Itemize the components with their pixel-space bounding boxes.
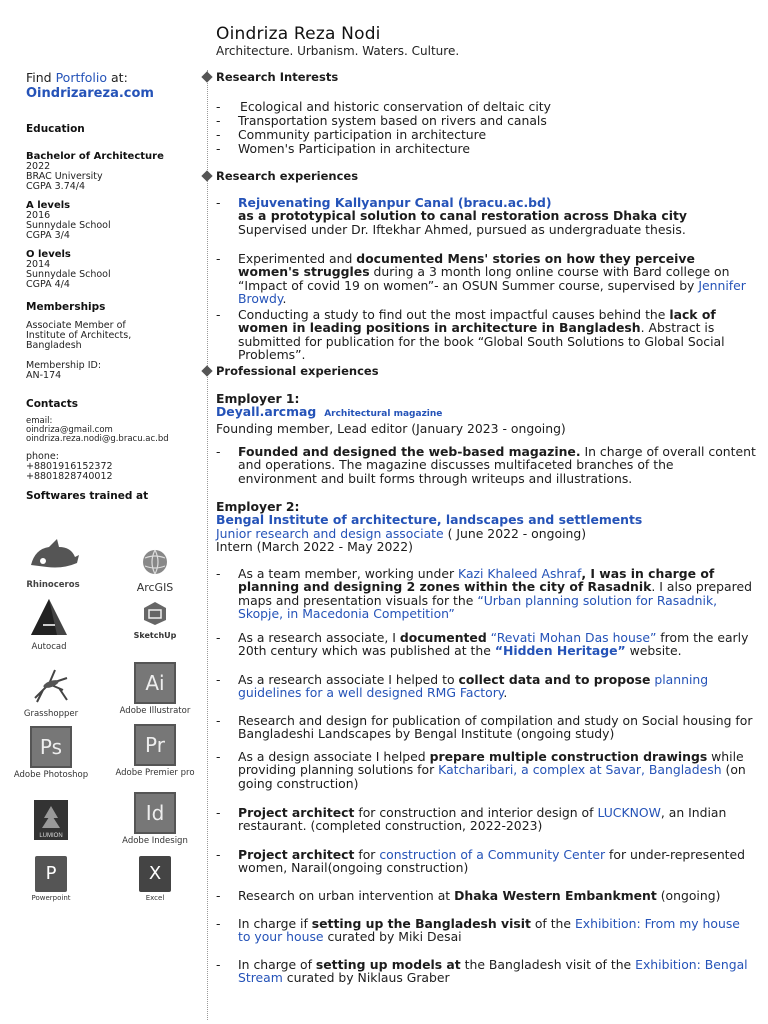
excel-icon: X — [139, 856, 171, 892]
employer-2-link[interactable]: Bengal Institute of architecture, landscapes and settlements — [216, 512, 643, 528]
sidebar — [26, 70, 206, 501]
lumion-icon — [34, 800, 68, 840]
role-link[interactable]: Junior research and design associate — [216, 525, 444, 541]
software-rhinoceros: Rhinoceros — [8, 535, 98, 590]
person-link[interactable]: Kazi Khaleed Ashraf — [458, 566, 582, 581]
software-illustrator: Ai Adobe Illustrator — [110, 662, 200, 716]
employer-2: Employer 2: Bengal Institute of architecture, landscapes and settlements Junior research and design associate ( June 2022 - ongoing) Intern (March 2022 - May 2022) — [216, 499, 643, 555]
research-entry: - Conducting a study to find out the most impactful causes behind the lack of women in leading positions in architecture in Bangladesh. Abstract is submitted for publication for the book “Global South Solutions to Global Social Problems”. — [216, 307, 725, 363]
list-item: - Women's Participation in architecture — [216, 141, 470, 156]
degree-bachelor: Bachelor of Architecture 2022 BRAC University CGPA 3.74/4 — [26, 151, 164, 192]
software-lumion — [6, 800, 96, 845]
software-autocad: Autocad — [4, 597, 94, 652]
portfolio-link[interactable]: Portfolio — [55, 70, 108, 85]
project-link[interactable]: planning guidelines for a well designed RMG Factory — [238, 672, 709, 701]
research-entry: - Experimented and documented Mens' stories on how they perceive women's struggles during a 3 month long online course with Bard college on “Impact of covid 19 on women”- an OSUN Summer course, supervised by Jennifer Browdy. — [216, 251, 746, 307]
degree-o-levels: O levels 2014 Sunnydale School CGPA 4/4 — [26, 249, 111, 290]
memberships-heading: Memberships — [26, 301, 106, 313]
software-photoshop: Ps Adobe Photoshop — [6, 726, 96, 780]
project-link[interactable]: “Revati Mohan Das house” — [486, 630, 657, 645]
autocad-icon — [29, 597, 69, 637]
list-item: - As a research associate, I documented “Revati Mohan Das house” from the early 20th century which was published at the “Hidden Heritage” website. — [216, 630, 749, 659]
exhibition-link[interactable]: Exhibition: From my house to your house — [238, 916, 740, 945]
resume-name: Oindriza Reza Nodi — [216, 24, 381, 44]
project-link[interactable]: Katcharibari, a complex at Savar, Bangladesh — [438, 762, 722, 778]
powerpoint-icon: P — [35, 856, 67, 892]
photoshop-icon: Ps — [30, 726, 72, 768]
project-link[interactable]: construction of a Community Center — [379, 847, 606, 862]
grasshopper-icon — [29, 664, 73, 704]
exhibition-link[interactable]: Exhibition: Bengal Stream — [238, 957, 748, 986]
list-item: - Transportation system based on rivers and canals — [216, 113, 547, 128]
software-sketchup: SketchUp — [110, 600, 200, 640]
portfolio-line: Find Portfolio at: — [26, 70, 128, 85]
employer-1: Employer 1: Deyall.arcmag Architectural magazine Founding member, Lead editor (January 2023 - ongoing) — [216, 391, 566, 436]
column-divider — [207, 70, 208, 1020]
list-item: - Research on urban intervention at Dhaka Western Embankment (ongoing) — [216, 888, 721, 903]
indesign-icon: Id — [134, 792, 176, 834]
list-item: - Project architect for construction of a Community Center for under-represented women, Narail(ongoing construction) — [216, 847, 746, 876]
list-item: - Founded and designed the web-based magazine. In charge of overall content and operations. The magazine discusses multifaceted branches of the environment and built forms through writeups and illustrations. — [216, 444, 756, 486]
software-premiere: Pr Adobe Premier pro — [110, 724, 200, 778]
project-link[interactable]: LUCKNOW — [597, 805, 661, 820]
email-link[interactable]: oindriza@gmail.com — [26, 425, 113, 435]
research-entry: - Rejuvenating Kallyanpur Canal (bracu.ac.bd) as a prototypical solution to canal restoration across Dhaka city Supervised under Dr. Iftekhar Ahmed, pursued as undergraduate thesis. — [216, 195, 687, 237]
software-indesign: Id Adobe Indesign — [110, 792, 200, 846]
software-grasshopper: Grasshopper — [6, 664, 96, 719]
email-link[interactable]: oindriza.reza.nodi@g.bracu.ac.bd — [26, 434, 169, 444]
website-link[interactable]: Oindrizareza.com — [26, 86, 154, 101]
phone-block: phone: +8801916152372 +8801828740012 — [26, 451, 113, 482]
employer-1-link[interactable]: Deyall.arcmag — [216, 404, 317, 420]
software-arcgis: ArcGIS — [110, 548, 200, 594]
website-link[interactable]: “Hidden Heritage” — [494, 643, 626, 659]
list-item: - Research and design for publication of compilation and study on Social housing for Bangladeshi Landscapes by Bengal Institute (ongoing study) — [216, 713, 753, 742]
research-title-link[interactable]: Rejuvenating Kallyanpur Canal (bracu.ac.bd) — [238, 195, 552, 210]
rhinoceros-icon — [23, 535, 83, 575]
softwares-heading: Softwares trained at — [26, 490, 149, 502]
illustrator-icon: Ai — [134, 662, 176, 704]
list-item: - As a team member, working under Kazi Khaleed Ashraf, I was in charge of planning and designing 2 zones within the city of Rasadnik. I also prepared maps and presentation visuals for the “Urban planning solution for Rasadnik, Skopje, in Macedonia Competition” — [216, 566, 752, 622]
contacts-heading: Contacts — [26, 398, 78, 410]
list-item: - Project architect for construction and interior design of LUCKNOW, an Indian restaurant. (completed construction, 2022-2023) — [216, 805, 727, 834]
list-item: - In charge of setting up models at the Bangladesh visit of the Exhibition: Bengal Stream curated by Niklaus Graber — [216, 957, 748, 986]
membership-id: Membership ID: AN-174 — [26, 360, 102, 381]
supervisor-link[interactable]: Jennifer Browdy — [238, 277, 746, 307]
professional-heading: Professional experiences — [216, 364, 379, 378]
membership-text: Associate Member of Institute of Architects, Bangladesh — [26, 320, 132, 351]
software-powerpoint: P Powerpoint — [6, 856, 96, 902]
list-item: - Community participation in architecture — [216, 127, 487, 142]
list-item: - In charge if setting up the Bangladesh visit of the Exhibition: From my house to your house curated by Miki Desai — [216, 916, 740, 945]
premiere-icon: Pr — [134, 724, 176, 766]
list-item: - Ecological and historic conservation of deltaic city — [216, 99, 551, 114]
software-excel: X Excel — [110, 856, 200, 902]
list-item: - As a research associate I helped to collect data and to propose planning guidelines for a well designed RMG Factory. — [216, 672, 709, 701]
research-interests-heading: Research Interests — [216, 70, 339, 84]
email-block: email: oindriza@gmail.com oindriza.reza.nodi@g.bracu.ac.bd — [26, 417, 206, 444]
globe-icon — [141, 548, 169, 576]
resume-tagline: Architecture. Urbanism. Waters. Culture. — [216, 44, 460, 58]
research-experiences-heading: Research experiences — [216, 169, 359, 183]
degree-a-levels: A levels 2016 Sunnydale School CGPA 3/4 — [26, 200, 111, 241]
project-link[interactable]: “Urban planning solution for Rasadnik, Skopje, in Macedonia Competition” — [238, 592, 718, 622]
svg-text:LUMION: LUMION — [39, 833, 63, 839]
sketchup-icon — [142, 600, 168, 626]
education-heading: Education — [26, 123, 85, 135]
list-item: - As a design associate I helped prepare multiple construction drawings while providing planning solutions for Katcharibari, a complex at Savar, Bangladesh (on going construction) — [216, 749, 746, 791]
